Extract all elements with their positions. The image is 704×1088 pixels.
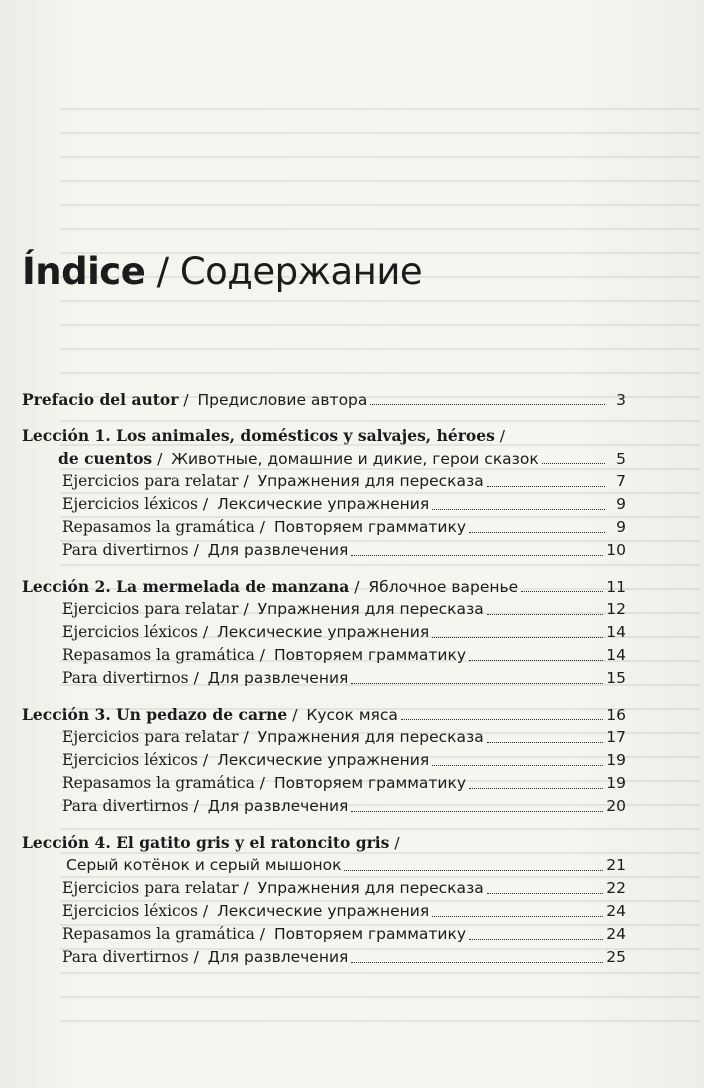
page-number: 15 — [606, 669, 626, 687]
entry-title-ru: Упражнения для пересказа — [257, 728, 484, 746]
toc-subentry[interactable] — [22, 923, 626, 946]
entry-title-es: Ejercicios para relatar — [62, 472, 239, 490]
toc-subentry[interactable] — [22, 854, 626, 877]
toc-lesson-heading[interactable] — [22, 424, 626, 447]
entry-title-ru: Упражнения для пересказа — [257, 472, 484, 490]
separator: / — [152, 450, 168, 468]
toc-lesson-entry[interactable] — [22, 575, 626, 598]
entry-title-ru: Предисловие автора — [197, 391, 368, 409]
toc-subentry[interactable] — [22, 946, 626, 969]
page-number: 14 — [606, 623, 626, 641]
page-number: 22 — [606, 879, 626, 897]
page-number: 12 — [606, 600, 626, 618]
entry-title-ru: Для развлечения — [207, 797, 349, 815]
dot-leader — [344, 869, 603, 871]
dot-leader — [469, 531, 605, 533]
entry-title-ru: Лексические упражнения — [217, 623, 430, 641]
toc-subentry[interactable] — [22, 795, 626, 818]
entry-title-es: Repasamos la gramática — [62, 646, 255, 664]
dot-leader — [351, 682, 603, 684]
dot-leader — [432, 915, 603, 917]
entry-title-ru: Лексические упражнения — [217, 751, 430, 769]
separator: / — [188, 669, 204, 687]
separator: / — [238, 472, 254, 490]
section-gap — [22, 562, 626, 575]
dot-leader — [487, 613, 604, 615]
entry-title-es: Para divertirnos — [62, 669, 189, 687]
page-title: Índice / Содержание — [22, 250, 423, 293]
toc-subentry[interactable] — [22, 900, 626, 923]
table-of-contents — [22, 388, 626, 969]
entry-title-ru: Повторяем грамматику — [273, 646, 467, 664]
entry-title-ru: Повторяем грамматику — [273, 774, 467, 792]
page-number: 16 — [606, 706, 626, 724]
dot-leader — [469, 659, 603, 661]
entry-title-es: de cuentos — [58, 449, 153, 468]
entry-title-ru: Повторяем грамматику — [273, 518, 467, 536]
separator: / — [188, 797, 204, 815]
page-number: 24 — [606, 902, 626, 920]
page-number: 9 — [616, 495, 626, 513]
page-number: 5 — [616, 450, 626, 468]
toc-subentry[interactable] — [22, 539, 626, 562]
dot-leader — [487, 741, 604, 743]
entry-title-ru: Повторяем грамматику — [273, 925, 467, 943]
section-gap — [22, 690, 626, 703]
toc-subentry[interactable] — [22, 667, 626, 690]
page-number: 10 — [606, 541, 626, 559]
dot-leader — [542, 462, 605, 464]
toc-subentry[interactable] — [22, 772, 626, 795]
page-number: 17 — [606, 728, 626, 746]
page-number: 3 — [616, 391, 626, 409]
entry-title-ru: Для развлечения — [207, 948, 349, 966]
separator: / — [198, 495, 214, 513]
dot-leader — [401, 718, 603, 720]
entry-title-es: Ejercicios léxicos — [62, 902, 198, 920]
separator: / — [254, 518, 270, 536]
separator: / — [198, 623, 214, 641]
dot-leader — [351, 961, 603, 963]
page-number: 21 — [606, 856, 626, 874]
separator: / — [238, 879, 254, 897]
toc-lesson-entry[interactable] — [22, 388, 626, 411]
entry-title-ru: Кусок мяса — [306, 706, 398, 724]
separator: / — [494, 427, 505, 445]
separator: / — [254, 925, 270, 943]
dot-leader — [521, 590, 603, 592]
separator: / — [254, 646, 270, 664]
entry-title-es: Repasamos la gramática — [62, 518, 255, 536]
entry-title-es: Lección 3. Un pedazo de carne — [22, 705, 288, 724]
dot-leader — [432, 636, 603, 638]
separator: / — [178, 391, 194, 409]
dot-leader — [469, 787, 603, 789]
toc-subentry[interactable] — [22, 749, 626, 772]
section-gap — [22, 818, 626, 831]
toc-subentry[interactable] — [22, 493, 626, 516]
entry-title-es: Repasamos la gramática — [62, 774, 255, 792]
entry-title-es: Lección 1. Los animales, domésticos y salvajes, héroes — [22, 426, 495, 445]
separator: / — [188, 541, 204, 559]
dot-leader — [432, 508, 605, 510]
page-number: 19 — [606, 751, 626, 769]
dot-leader — [469, 938, 603, 940]
separator: / — [389, 834, 400, 852]
title-ru: Содержание — [179, 250, 423, 293]
entry-title-es: Para divertirnos — [62, 541, 189, 559]
toc-lesson-entry[interactable] — [22, 703, 626, 726]
toc-subentry[interactable] — [22, 877, 626, 900]
page-number: 25 — [606, 948, 626, 966]
page-number: 14 — [606, 646, 626, 664]
entry-title-ru: Упражнения для пересказа — [257, 879, 484, 897]
toc-lesson-heading[interactable] — [22, 831, 626, 854]
toc-lesson-entry-continued[interactable] — [22, 447, 626, 470]
page-number: 7 — [616, 472, 626, 490]
section-gap — [22, 411, 626, 424]
toc-subentry[interactable] — [22, 726, 626, 749]
entry-title-es: Para divertirnos — [62, 797, 189, 815]
entry-title-es: Lección 2. La mermelada de manzana — [22, 577, 350, 596]
page-number: 19 — [606, 774, 626, 792]
separator: / — [349, 578, 365, 596]
entry-title-es: Ejercicios para relatar — [62, 600, 239, 618]
entry-title-es: Para divertirnos — [62, 948, 189, 966]
entry-title-es: Ejercicios para relatar — [62, 879, 239, 897]
separator: / — [287, 706, 303, 724]
separator: / — [198, 902, 214, 920]
toc-subentry[interactable] — [22, 470, 626, 493]
entry-title-ru: Яблочное варенье — [368, 578, 519, 596]
separator: / — [188, 948, 204, 966]
entry-title-es: Lección 4. El gatito gris y el ratoncito gris — [22, 833, 390, 852]
page-number: 11 — [606, 578, 626, 596]
entry-title-es: Prefacio del autor — [22, 390, 179, 409]
entry-title-es: Ejercicios léxicos — [62, 623, 198, 641]
dot-leader — [487, 892, 604, 894]
separator: / — [238, 728, 254, 746]
separator: / — [238, 600, 254, 618]
entry-title-es: Ejercicios léxicos — [62, 495, 198, 513]
entry-title-ru: Серый котёнок и серый мышонок — [66, 856, 342, 874]
entry-title-ru: Для развлечения — [207, 541, 349, 559]
separator: / — [254, 774, 270, 792]
separator: / — [198, 751, 214, 769]
entry-title-ru: Лексические упражнения — [217, 902, 430, 920]
entry-title-es: Ejercicios léxicos — [62, 751, 198, 769]
page-number: 9 — [616, 518, 626, 536]
entry-title-ru: Упражнения для пересказа — [257, 600, 484, 618]
entry-title-ru: Для развлечения — [207, 669, 349, 687]
entry-title-es: Ejercicios para relatar — [62, 728, 239, 746]
dot-leader — [487, 485, 605, 487]
dot-leader — [370, 403, 605, 405]
dot-leader — [351, 554, 603, 556]
entry-title-ru: Лексические упражнения — [217, 495, 430, 513]
entry-title-es: Repasamos la gramática — [62, 925, 255, 943]
page-number: 20 — [606, 797, 626, 815]
page-number: 24 — [606, 925, 626, 943]
dot-leader — [351, 810, 603, 812]
toc-subentry[interactable] — [22, 598, 626, 621]
toc-subentry[interactable] — [22, 516, 626, 539]
entry-title-ru: Животные, домашние и дикие, герои сказок — [171, 450, 539, 468]
toc-subentry[interactable] — [22, 644, 626, 667]
title-es: Índice — [22, 250, 146, 293]
dot-leader — [432, 764, 603, 766]
toc-subentry[interactable] — [22, 621, 626, 644]
